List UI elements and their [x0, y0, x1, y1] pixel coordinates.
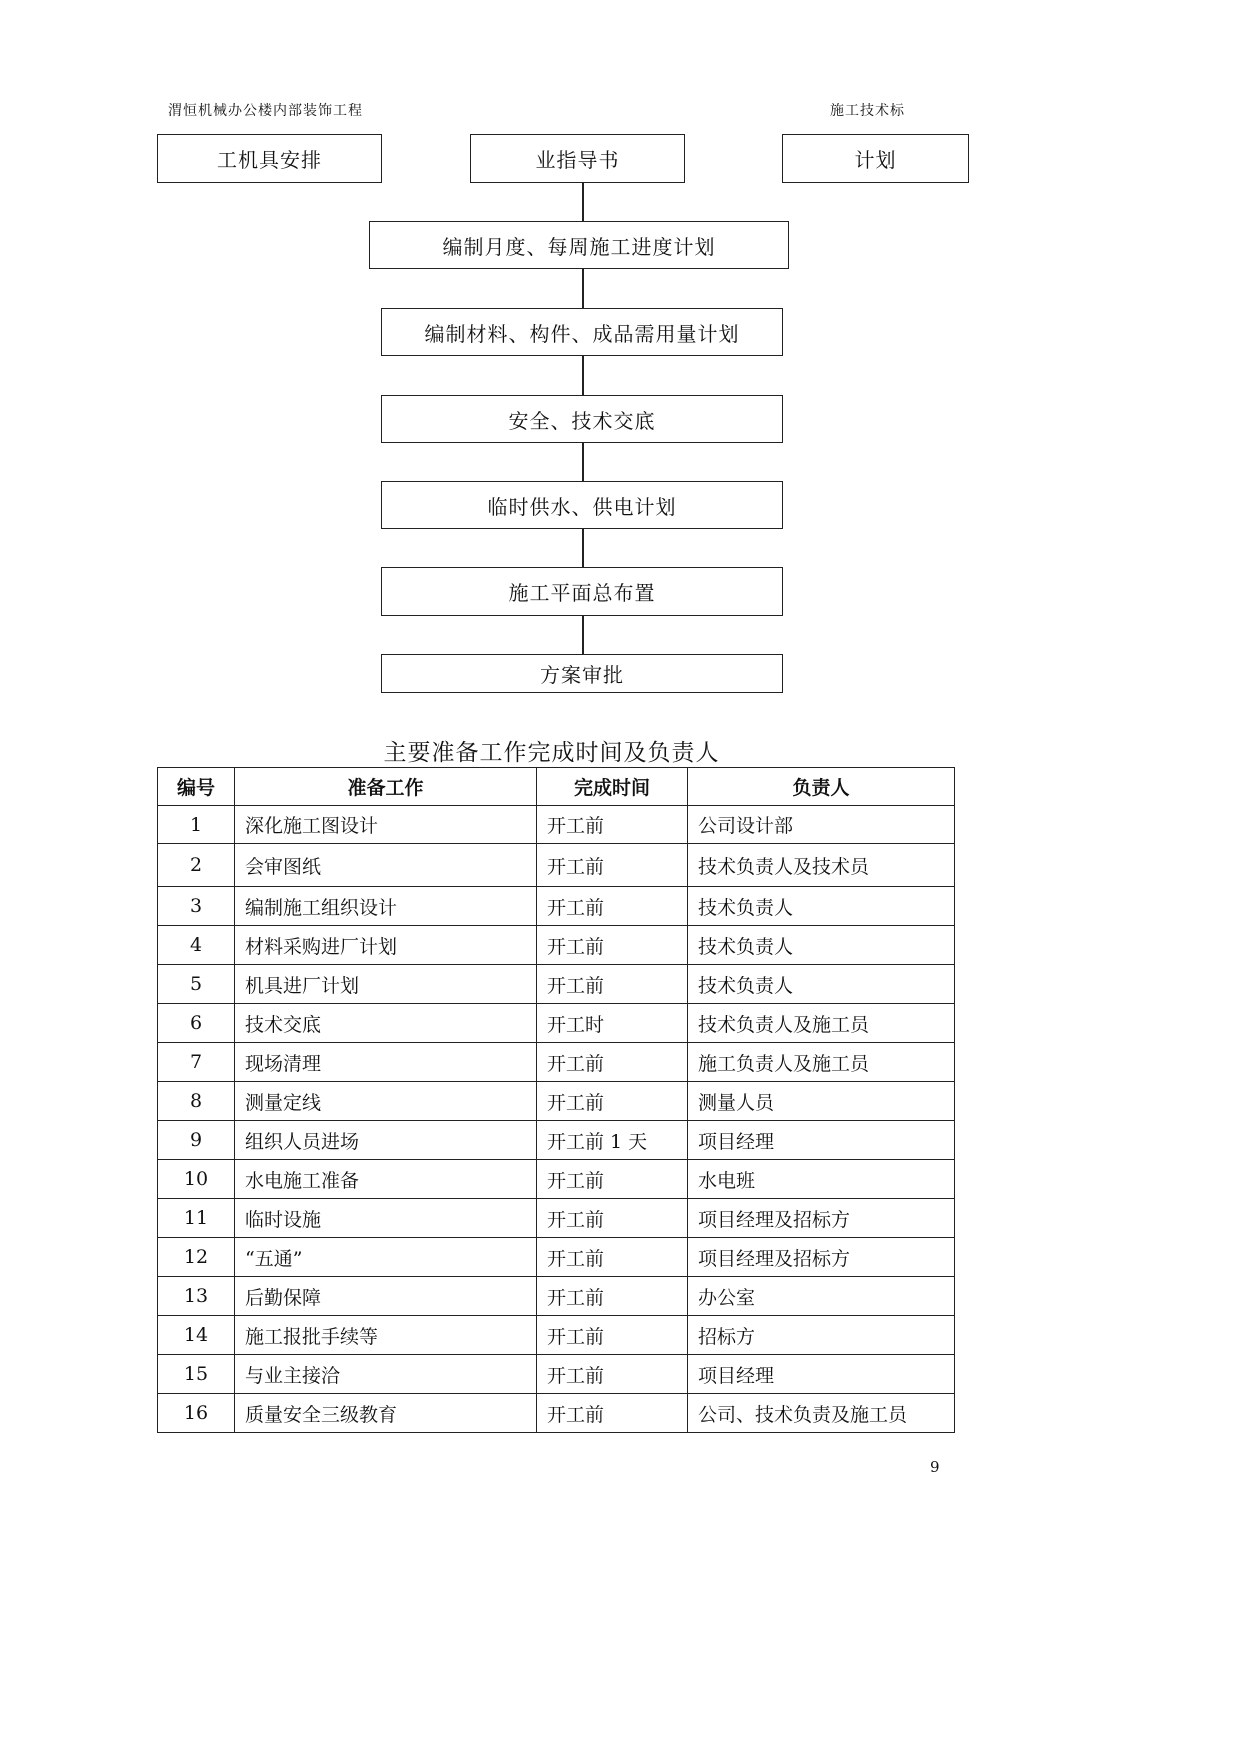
flow-connector — [582, 443, 584, 481]
cell-number: 14 — [158, 1316, 235, 1355]
table-row — [158, 1160, 955, 1199]
cell-task: 现场清理 — [235, 1043, 537, 1082]
cell-completion-time: 开工前 — [537, 965, 688, 1004]
cell-completion-time: 开工前 — [537, 1199, 688, 1238]
page-number: 9 — [930, 1458, 940, 1476]
cell-completion-time: 开工前 — [537, 1160, 688, 1199]
table-row — [158, 1394, 955, 1433]
flow-step-site-layout: 施工平面总布置 — [381, 567, 783, 616]
cell-number: 3 — [158, 887, 235, 926]
cell-task: 材料采购进厂计划 — [235, 926, 537, 965]
cell-task: 深化施工图设计 — [235, 806, 537, 844]
header-doc-type: 施工技术标 — [830, 103, 905, 119]
cell-responsible: 项目经理 — [688, 1355, 955, 1394]
flow-box-tools: 工机具安排 — [157, 134, 382, 183]
table-header-row — [158, 768, 955, 806]
cell-number: 5 — [158, 965, 235, 1004]
cell-number: 15 — [158, 1355, 235, 1394]
column-header-responsible: 负责人 — [688, 768, 955, 806]
table-row — [158, 1043, 955, 1082]
flow-connector — [582, 529, 584, 567]
cell-responsible: 招标方 — [688, 1316, 955, 1355]
cell-completion-time: 开工时 — [537, 1004, 688, 1043]
table-row — [158, 1199, 955, 1238]
cell-completion-time: 开工前 — [537, 1316, 688, 1355]
cell-number: 11 — [158, 1199, 235, 1238]
flow-connector — [582, 183, 584, 221]
cell-completion-time: 开工前 — [537, 1277, 688, 1316]
cell-completion-time: 开工前 1 天 — [537, 1121, 688, 1160]
cell-number: 1 — [158, 806, 235, 844]
cell-number: 6 — [158, 1004, 235, 1043]
cell-task: 机具进厂计划 — [235, 965, 537, 1004]
cell-completion-time: 开工前 — [537, 887, 688, 926]
cell-responsible: 测量人员 — [688, 1082, 955, 1121]
cell-task: 水电施工准备 — [235, 1160, 537, 1199]
flow-step-water-power-plan: 临时供水、供电计划 — [381, 481, 783, 529]
header-project-title: 渭恒机械办公楼内部装饰工程 — [168, 103, 363, 119]
cell-number: 4 — [158, 926, 235, 965]
table-title: 主要准备工作完成时间及负责人 — [383, 740, 720, 766]
cell-responsible: 技术负责人及技术员 — [688, 844, 955, 887]
flow-step-safety-briefing: 安全、技术交底 — [381, 395, 783, 443]
cell-responsible: 项目经理 — [688, 1121, 955, 1160]
table-row — [158, 1121, 955, 1160]
cell-completion-time: 开工前 — [537, 1355, 688, 1394]
cell-responsible: 项目经理及招标方 — [688, 1238, 955, 1277]
column-header-number: 编号 — [158, 768, 235, 806]
flow-connector — [582, 269, 584, 308]
cell-completion-time: 开工前 — [537, 1238, 688, 1277]
cell-number: 2 — [158, 844, 235, 887]
table-row — [158, 926, 955, 965]
cell-task: 与业主接洽 — [235, 1355, 537, 1394]
cell-responsible: 技术负责人及施工员 — [688, 1004, 955, 1043]
cell-number: 10 — [158, 1160, 235, 1199]
cell-responsible: 技术负责人 — [688, 926, 955, 965]
cell-responsible: 办公室 — [688, 1277, 955, 1316]
preparation-table — [157, 767, 955, 1433]
cell-task: 质量安全三级教育 — [235, 1394, 537, 1433]
flow-step-schedule-plan: 编制月度、每周施工进度计划 — [369, 221, 789, 269]
cell-task: 编制施工组织设计 — [235, 887, 537, 926]
table-row — [158, 806, 955, 844]
cell-responsible: 项目经理及招标方 — [688, 1199, 955, 1238]
cell-responsible: 施工负责人及施工员 — [688, 1043, 955, 1082]
cell-completion-time: 开工前 — [537, 844, 688, 887]
cell-responsible: 技术负责人 — [688, 887, 955, 926]
flow-step-approval: 方案审批 — [381, 654, 783, 693]
table-row — [158, 1277, 955, 1316]
flow-connector — [582, 356, 584, 395]
cell-responsible: 公司设计部 — [688, 806, 955, 844]
cell-completion-time: 开工前 — [537, 1082, 688, 1121]
table-row — [158, 844, 955, 887]
cell-responsible: 技术负责人 — [688, 965, 955, 1004]
cell-task: 测量定线 — [235, 1082, 537, 1121]
table-body — [158, 806, 955, 1433]
flow-connector — [582, 616, 584, 654]
cell-task: “五通” — [235, 1238, 537, 1277]
cell-responsible: 公司、技术负责及施工员 — [688, 1394, 955, 1433]
cell-completion-time: 开工前 — [537, 926, 688, 965]
table-row — [158, 1355, 955, 1394]
cell-number: 9 — [158, 1121, 235, 1160]
cell-number: 7 — [158, 1043, 235, 1082]
cell-number: 13 — [158, 1277, 235, 1316]
table-row — [158, 1316, 955, 1355]
column-header-task: 准备工作 — [235, 768, 537, 806]
table-row — [158, 965, 955, 1004]
table-row — [158, 887, 955, 926]
table-row — [158, 1004, 955, 1043]
cell-completion-time: 开工前 — [537, 1394, 688, 1433]
cell-completion-time: 开工前 — [537, 806, 688, 844]
cell-number: 16 — [158, 1394, 235, 1433]
column-header-completion-time: 完成时间 — [537, 768, 688, 806]
table-row — [158, 1238, 955, 1277]
flow-box-plan: 计划 — [782, 134, 969, 183]
cell-responsible: 水电班 — [688, 1160, 955, 1199]
cell-task: 后勤保障 — [235, 1277, 537, 1316]
cell-task: 组织人员进场 — [235, 1121, 537, 1160]
flow-step-material-plan: 编制材料、构件、成品需用量计划 — [381, 308, 783, 356]
cell-task: 会审图纸 — [235, 844, 537, 887]
cell-number: 12 — [158, 1238, 235, 1277]
cell-completion-time: 开工前 — [537, 1043, 688, 1082]
table-row — [158, 1082, 955, 1121]
flow-box-work-guide: 业指导书 — [470, 134, 685, 183]
cell-number: 8 — [158, 1082, 235, 1121]
cell-task: 施工报批手续等 — [235, 1316, 537, 1355]
cell-task: 技术交底 — [235, 1004, 537, 1043]
cell-task: 临时设施 — [235, 1199, 537, 1238]
